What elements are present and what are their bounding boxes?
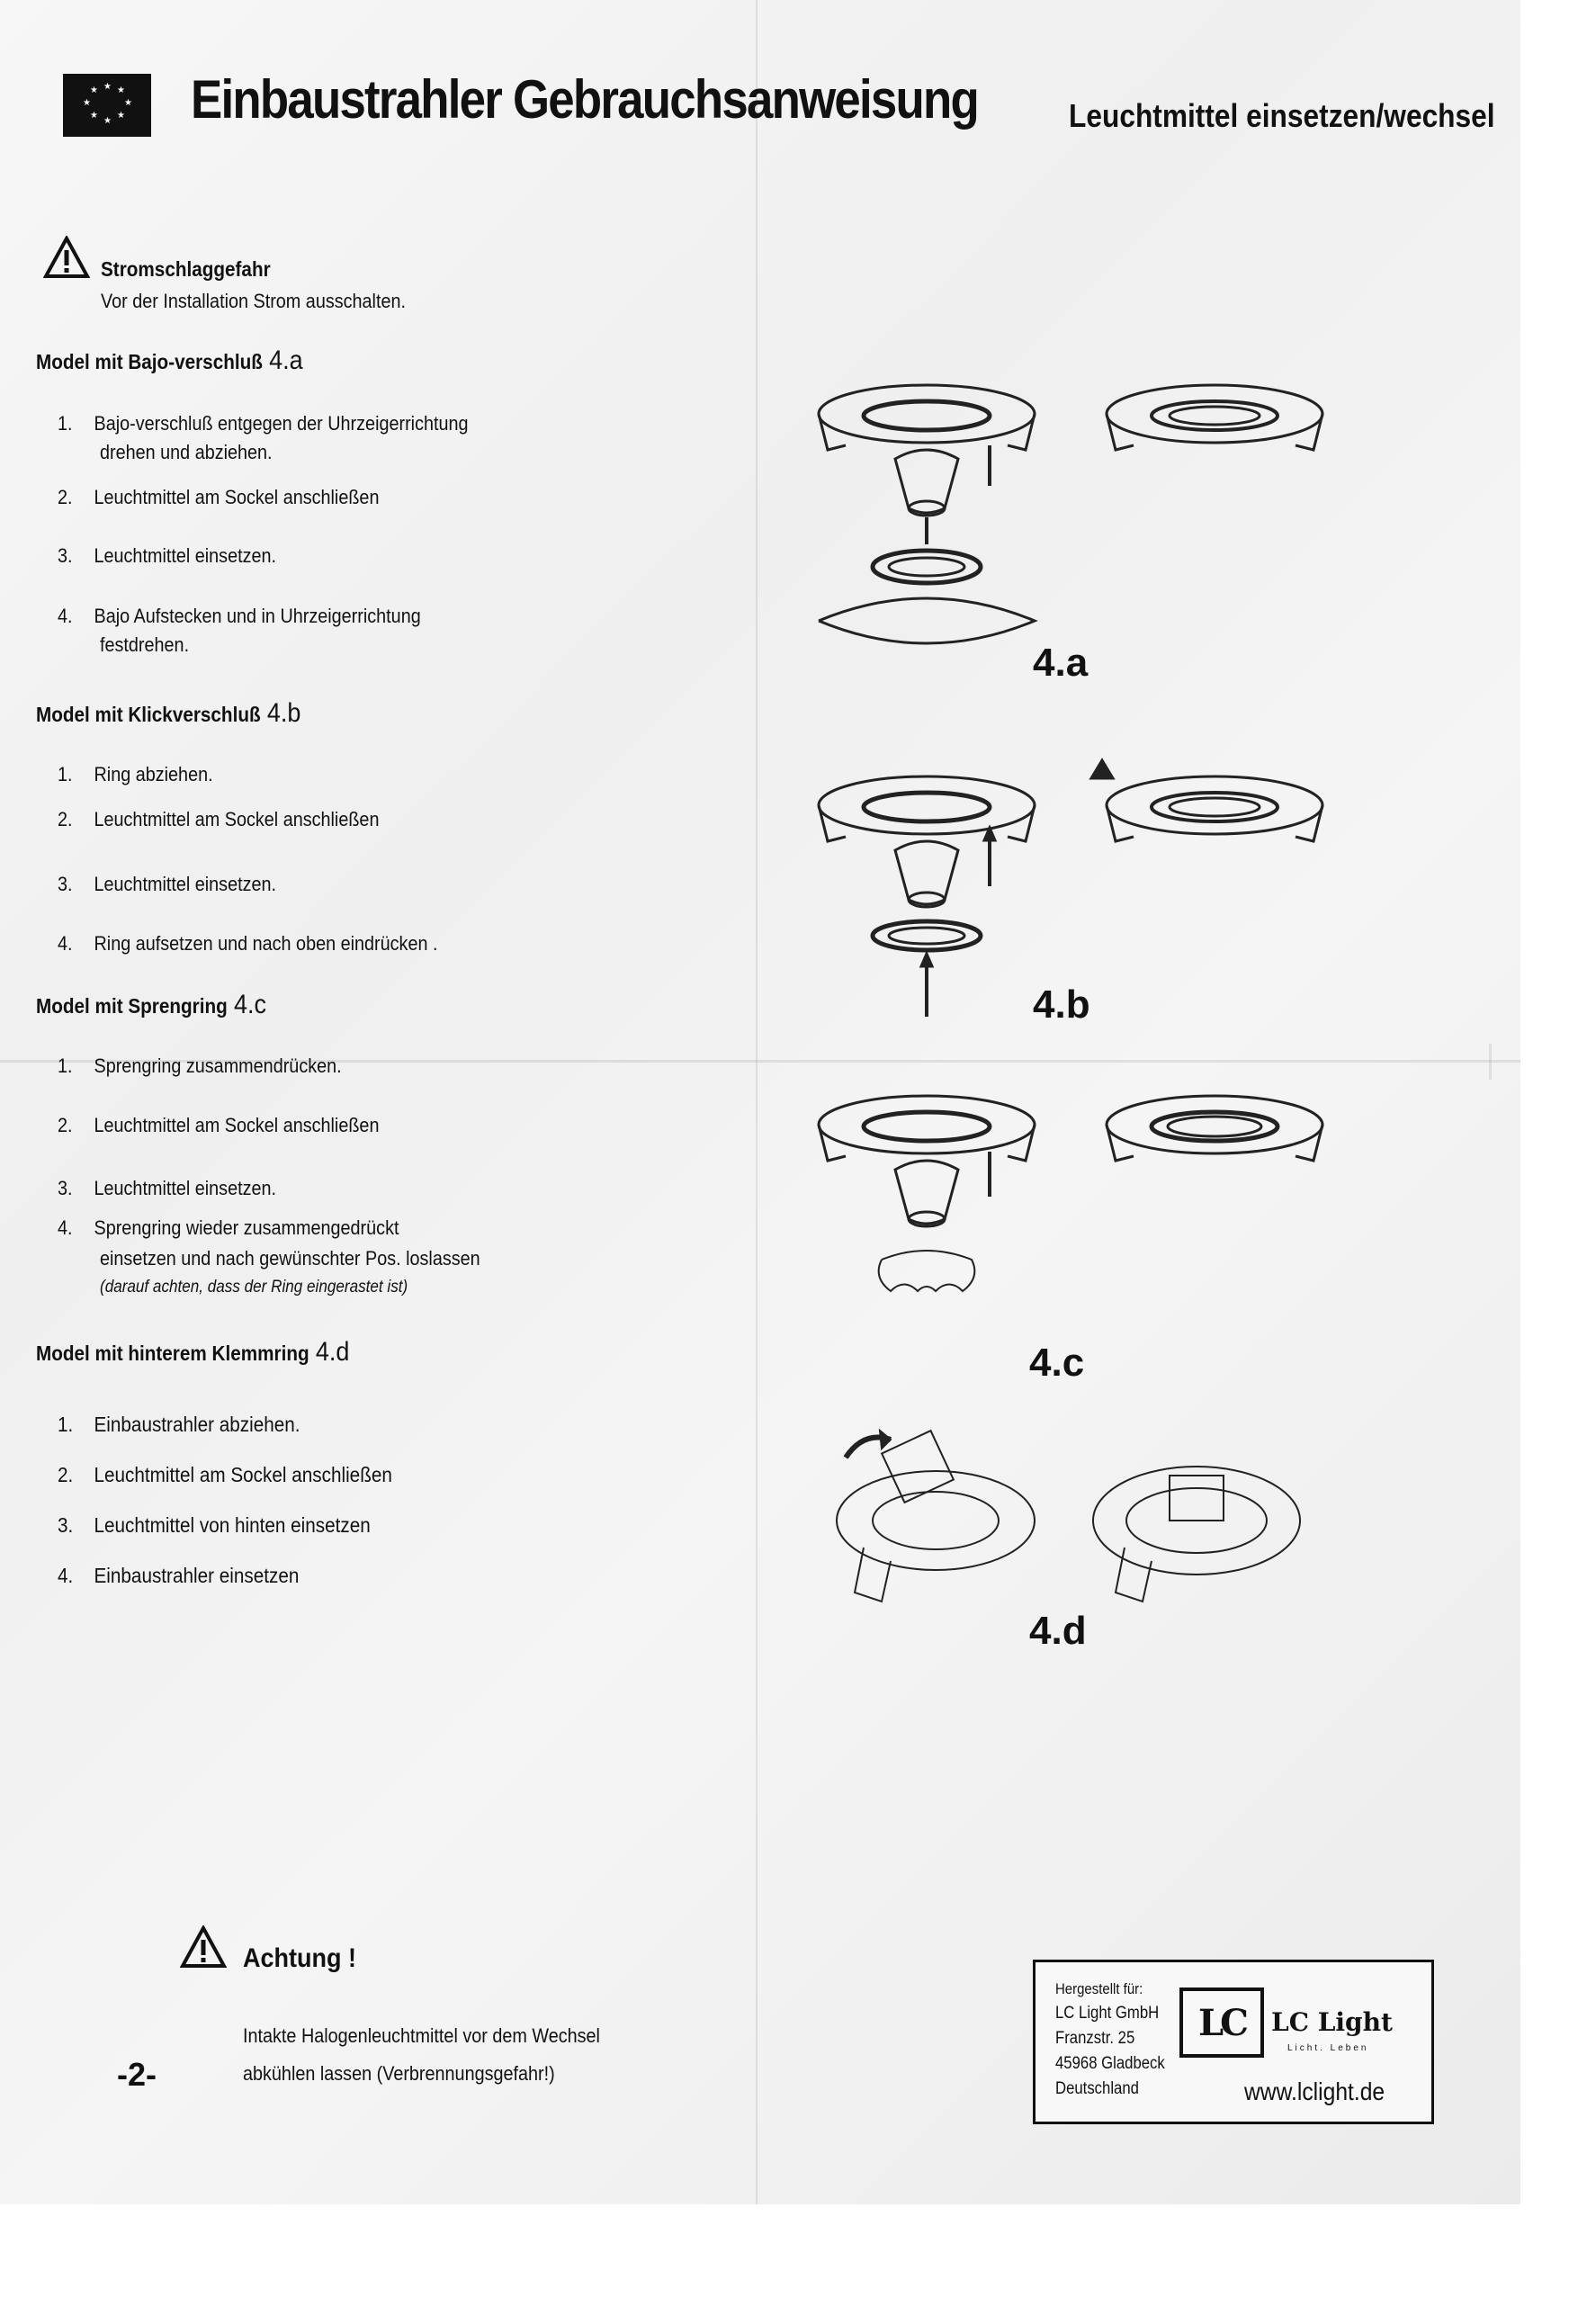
eu-flag-icon: ★ ★ ★ ★ ★ ★ ★ ★ [63,74,151,137]
fixture-4d-assembled [1093,1467,1300,1602]
document-subtitle: Leuchtmittel einsetzen/wechsel [1069,97,1495,134]
step-4a-3: 3. Leuchtmittel einsetzen. [58,544,277,567]
fixture-4b-exploded [819,776,1035,1017]
credit-line: Franzstr. 25 [1055,2029,1135,2048]
fixture-4b-assembled [1091,760,1322,841]
fixture-4a-exploded [819,385,1035,643]
step-4c-3: 3. Leuchtmittel einsetzen. [58,1177,277,1199]
page-number: -2- [117,2056,157,2093]
danger-text: Vor der Installation Strom ausschalten. [101,290,406,312]
fixture-4c-exploded [819,1096,1035,1291]
lc-logo-icon: LC [1179,1988,1264,2058]
step-4d-2: 2. Leuchtmittel am Sockel anschließen [58,1463,392,1486]
step-4c-4: 4. Sprengring wieder zusammengedrückt [58,1216,399,1239]
step-4b-1: 1. Ring abziehen. [58,763,213,785]
section-heading-4c: Model mit Sprengring 4.c [36,990,266,1019]
step-4c-2: 2. Leuchtmittel am Sockel anschließen [58,1114,380,1136]
credit-line: Deutschland [1055,2079,1139,2098]
fixture-4a-assembled [1107,385,1322,450]
document-title: Einbaustrahler Gebrauchsanweisung [191,69,978,130]
fixture-4c-assembled [1107,1096,1322,1161]
section-heading-4a: Model mit Bajo-verschluß 4.a [36,345,303,375]
warning-triangle-icon [180,1925,227,1969]
attention-line-2: abkühlen lassen (Verbrennungsgefahr!) [243,2062,555,2085]
fixture-4d-rear [837,1431,1035,1602]
credit-line: LC Light GmbH [1055,2004,1160,2023]
step-4a-4-cont: festdrehen. [100,633,190,656]
credit-line: Hergestellt für: [1055,1980,1143,1997]
step-4b-2: 2. Leuchtmittel am Sockel anschließen [58,808,380,830]
fold-crease [756,0,758,2204]
step-4a-1-cont: drehen und abziehen. [100,441,273,463]
fold-crease [1489,1044,1492,1080]
company-tagline: Licht. Leben [1287,2043,1369,2053]
step-4d-3: 3. Leuchtmittel von hinten einsetzen [58,1513,371,1537]
step-4d-4: 4. Einbaustrahler einsetzen [58,1564,300,1587]
figure-label-4c: 4.c [1029,1341,1085,1385]
step-4c-4-note: (darauf achten, dass der Ring eingerastet ist) [100,1278,408,1297]
credit-line: 45968 Gladbeck [1055,2054,1165,2073]
section-heading-4d: Model mit hinterem Klemmring 4.d [36,1337,350,1367]
step-4a-2: 2. Leuchtmittel am Sockel anschließen [58,486,380,508]
warning-triangle-icon [43,236,90,279]
figure-label-4a: 4.a [1033,641,1089,685]
step-4a-4: 4. Bajo Aufstecken und in Uhrzeigerrichtung [58,605,421,627]
website-link[interactable]: www.lclight.de [1244,2077,1385,2105]
section-heading-4b: Model mit Klickverschluß 4.b [36,698,301,728]
attention-title: Achtung ! [243,1943,356,1973]
manufacturer-box [1033,1960,1434,2124]
step-4a-1: 1. Bajo-verschluß entgegen der Uhrzeigerrichtung [58,412,469,435]
step-4b-3: 3. Leuchtmittel einsetzen. [58,873,277,895]
step-4c-4-cont: einsetzen und nach gewünschter Pos. loslassen [100,1247,480,1270]
step-4c-1: 1. Sprengring zusammendrücken. [58,1054,342,1077]
danger-title: Stromschlaggefahr [101,257,271,281]
step-4b-4: 4. Ring aufsetzen und nach oben eindrücken . [58,932,438,955]
step-4d-1: 1. Einbaustrahler abziehen. [58,1413,300,1436]
figure-label-4b: 4.b [1033,983,1090,1027]
figure-label-4d: 4.d [1029,1609,1087,1653]
company-logo-name: LC Light [1271,2007,1393,2037]
attention-line-1: Intakte Halogenleuchtmittel vor dem Wechsel [243,2024,600,2047]
installation-diagrams [792,351,1475,1673]
